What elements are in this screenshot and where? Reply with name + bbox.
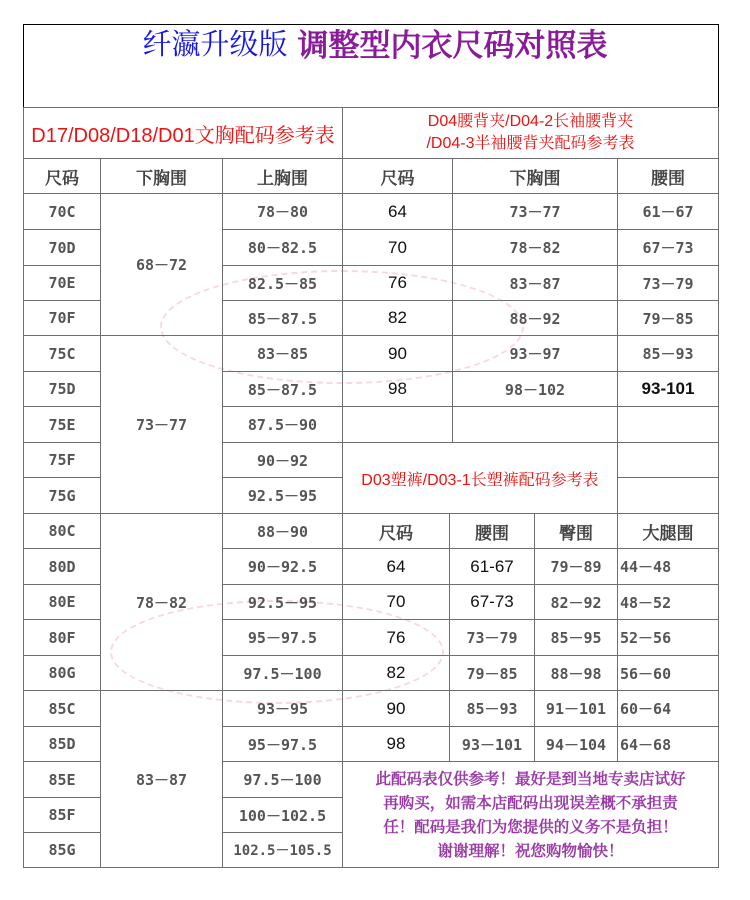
pants-hip: 88－98 [534, 655, 618, 691]
bra-bust: 90－92 [222, 442, 343, 478]
bra-size: 85E [23, 761, 101, 798]
pants-waist: 93－101 [449, 726, 535, 762]
bra-section-title: D17/D08/D18/D01文胸配码参考表 [23, 107, 343, 159]
bra-size: 80C [23, 513, 101, 549]
vest-size: 82 [342, 300, 453, 336]
vest-underbust: 88－92 [452, 300, 618, 336]
vest-underbust: 83－87 [452, 265, 618, 301]
empty-cell [452, 406, 618, 443]
pants-waist: 67-73 [449, 584, 535, 620]
bra-bust: 100－102.5 [222, 797, 343, 833]
vest-waist: 93-101 [617, 371, 719, 407]
bra-underbust-group: 73－77 [100, 335, 223, 514]
bra-bust: 97.5－100 [222, 761, 343, 798]
bra-size: 80G [23, 655, 101, 691]
bra-size: 70C [23, 193, 101, 230]
vest-size: 98 [342, 371, 453, 407]
pants-thigh: 44－48 [617, 548, 719, 585]
pants-hip: 82－92 [534, 584, 618, 620]
pants-size: 90 [342, 690, 450, 727]
pants-thigh: 64－68 [617, 726, 719, 762]
disclaimer-line: 此配码表仅供参考！最好是到当地专卖店试好 [375, 769, 686, 788]
bra-bust: 78－80 [222, 193, 343, 230]
vest-size: 90 [342, 335, 453, 372]
pants-section-title: D03塑裤/D03-1长塑裤配码参考表 [342, 442, 618, 514]
vest-section-title-line2: /D04-3半袖腰背夹配码参考表 [426, 135, 635, 152]
pants-thigh: 52－56 [617, 619, 719, 656]
vest-size: 76 [342, 265, 453, 301]
pants-hip: 85－95 [534, 619, 618, 656]
empty-cell [617, 442, 719, 478]
disclaimer-note [342, 761, 719, 868]
bra-bust: 95－97.5 [222, 619, 343, 656]
pants-waist: 61-67 [449, 548, 535, 585]
vest-section-title-line1: D04腰背夹/D04-2长袖腰背夹 [427, 113, 634, 130]
pants-hip: 94－104 [534, 726, 618, 762]
pants-waist: 79－85 [449, 655, 535, 691]
brand-title: 纤瀛升级版 [142, 26, 288, 61]
pants-hip: 91－101 [534, 690, 618, 727]
bra-bust: 102.5－105.5 [222, 832, 343, 868]
bra-size: 85C [23, 690, 101, 727]
pants-hip: 79－89 [534, 548, 618, 585]
bra-size: 75D [23, 371, 101, 407]
pants-thigh: 48－52 [617, 584, 719, 620]
empty-cell [617, 406, 719, 443]
bra-size: 75C [23, 335, 101, 372]
bra-bust: 92.5－95 [222, 584, 343, 620]
bra-size: 75G [23, 477, 101, 514]
pants-thigh: 60－64 [617, 690, 719, 727]
bra-size: 80D [23, 548, 101, 585]
disclaimer-line: 谢谢理解！祝您购物愉快！ [437, 841, 624, 860]
bra-underbust-group: 78－82 [100, 513, 223, 691]
bra-size: 80F [23, 619, 101, 656]
vest-header-underbust: 下胸围 [452, 158, 618, 194]
vest-underbust: 93－97 [452, 335, 618, 372]
pants-header-thigh: 大腿围 [617, 513, 719, 549]
empty-cell [617, 477, 719, 514]
bra-bust: 87.5－90 [222, 406, 343, 443]
pants-header-hip: 臀围 [534, 513, 618, 549]
bra-bust: 90－92.5 [222, 548, 343, 585]
bra-size: 85D [23, 726, 101, 762]
empty-cell [342, 406, 453, 443]
bra-header-underbust: 下胸围 [100, 158, 223, 194]
pants-waist: 73－79 [449, 619, 535, 656]
bra-size: 70E [23, 265, 101, 301]
bra-bust: 80－82.5 [222, 229, 343, 266]
disclaimer-line: 任！配码是我们为您提供的义务不是负担！ [383, 817, 678, 836]
pants-waist: 85－93 [449, 690, 535, 727]
pants-size: 64 [342, 548, 450, 585]
pants-header-size: 尺码 [342, 513, 450, 549]
vest-size: 64 [342, 193, 453, 230]
bra-bust: 85－87.5 [222, 300, 343, 336]
bra-bust: 83－85 [222, 335, 343, 372]
bra-bust: 97.5－100 [222, 655, 343, 691]
vest-section-title [342, 107, 719, 159]
bra-bust: 92.5－95 [222, 477, 343, 514]
bra-bust: 82.5－85 [222, 265, 343, 301]
bra-size: 80E [23, 584, 101, 620]
bra-bust: 88－90 [222, 513, 343, 549]
vest-size: 70 [342, 229, 453, 266]
disclaimer-line: 再购买，如需本店配码出现误差概不承担责 [383, 793, 678, 812]
pants-header-waist: 腰围 [449, 513, 535, 549]
bra-bust: 95－97.5 [222, 726, 343, 762]
pants-size: 76 [342, 619, 450, 656]
bra-underbust-group: 68－72 [100, 193, 223, 336]
vest-underbust: 98－102 [452, 371, 618, 407]
vest-header-size: 尺码 [342, 158, 453, 194]
bra-bust: 85－87.5 [222, 371, 343, 407]
vest-waist: 67－73 [617, 229, 719, 266]
bra-size: 85G [23, 832, 101, 868]
pants-size: 98 [342, 726, 450, 762]
bra-size: 75F [23, 442, 101, 478]
vest-waist: 73－79 [617, 265, 719, 301]
bra-header-size: 尺码 [23, 158, 101, 194]
bra-size: 85F [23, 797, 101, 833]
pants-size: 70 [342, 584, 450, 620]
page-title [0, 0, 750, 84]
pants-size: 82 [342, 655, 450, 691]
pants-thigh: 56－60 [617, 655, 719, 691]
vest-waist: 61－67 [617, 193, 719, 230]
vest-underbust: 78－82 [452, 229, 618, 266]
bra-header-bust: 上胸围 [222, 158, 343, 194]
vest-waist: 85－93 [617, 335, 719, 372]
bra-bust: 93－95 [222, 690, 343, 727]
vest-waist: 79－85 [617, 300, 719, 336]
bra-size: 70F [23, 300, 101, 336]
vest-header-waist: 腰围 [617, 158, 719, 194]
vest-underbust: 73－77 [452, 193, 618, 230]
bra-size: 75E [23, 406, 101, 443]
chart-title: 调整型内衣尺码对照表 [297, 27, 608, 64]
bra-underbust-group: 83－87 [100, 690, 223, 868]
bra-size: 70D [23, 229, 101, 266]
